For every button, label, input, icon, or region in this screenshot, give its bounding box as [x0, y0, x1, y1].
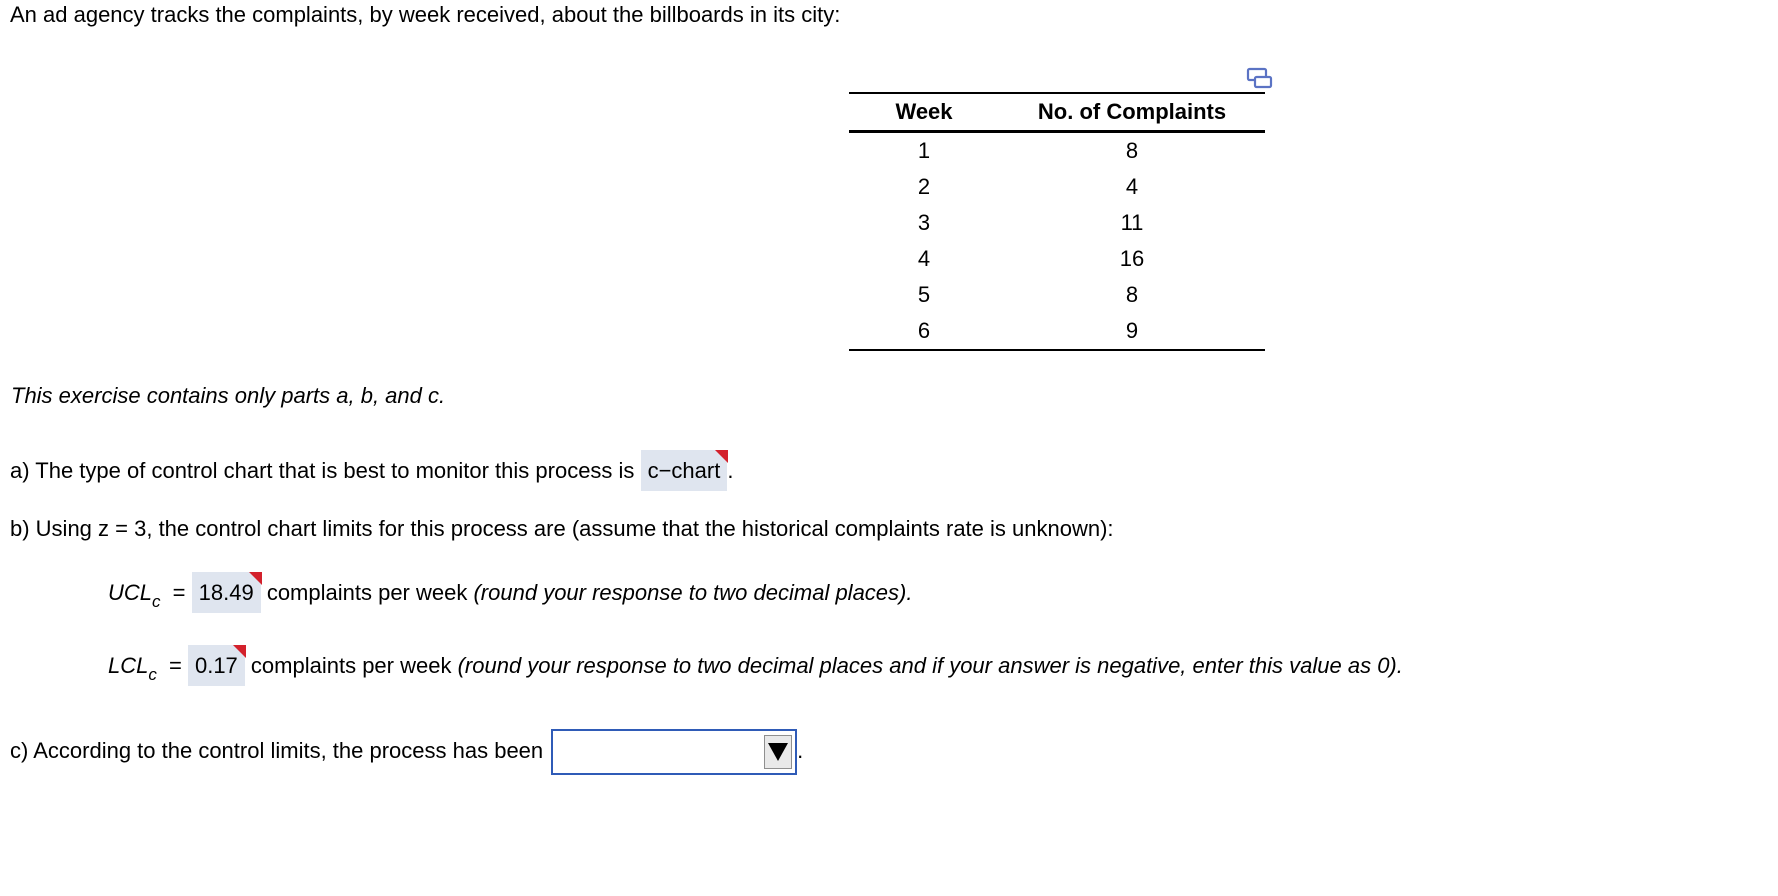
column-header-complaints: No. of Complaints [999, 93, 1265, 132]
table-row [849, 132, 1265, 170]
lcl-symbol: LCL [108, 653, 149, 678]
part-a-answer-text: c−chart [647, 458, 721, 483]
ucl-answer-field[interactable] [192, 572, 261, 613]
week-cell: 5 [917, 282, 931, 307]
ucl-equals: = [172, 580, 186, 605]
dropdown-arrow-button[interactable] [764, 735, 792, 769]
ucl-hint: (round your response to two decimal places). [473, 580, 913, 605]
ucl-row [108, 572, 912, 613]
table-row [849, 277, 1265, 313]
ucl-subscript: c [152, 592, 161, 611]
week-cell: 2 [917, 174, 931, 199]
incorrect-flag-icon [233, 645, 246, 658]
week-cell: 4 [917, 246, 931, 271]
week-cell: 6 [849, 313, 999, 350]
incorrect-flag-icon [249, 572, 262, 585]
copy-table-icon[interactable] [1246, 66, 1274, 90]
lcl-answer-text: 0.17 [194, 653, 238, 678]
lcl-unit: complaints per week [250, 653, 452, 678]
lcl-hint: (round your response to two decimal places and if your answer is negative, enter this value as 0). [457, 653, 1403, 678]
part-a-prefix: a) The type of control chart that is best to monitor this process is [10, 458, 635, 483]
intro-text: An ad agency tracks the complaints, by week received, about the billboards in its city: [10, 2, 841, 27]
part-c-prefix: c) According to the control limits, the process has been [10, 737, 544, 763]
ucl-answer-text: 18.49 [198, 580, 254, 605]
part-c-question [10, 729, 803, 775]
complaints-cell: 9 [999, 313, 1265, 350]
incorrect-flag-icon [715, 450, 728, 463]
complaints-table [849, 92, 1265, 351]
table-row [849, 241, 1265, 277]
table-header-row [849, 93, 1265, 132]
part-b-question: b) Using z = 3, the control chart limits for this process are (assume that the historical complaints rate is unknown): [10, 516, 1114, 541]
table-row [849, 169, 1265, 205]
ucl-symbol: UCL [108, 580, 153, 605]
part-c-suffix: . [797, 737, 804, 763]
table-row [849, 205, 1265, 241]
week-cell: 1 [917, 138, 931, 163]
complaints-table-container [849, 92, 1265, 351]
complaints-cell: 16 [1119, 246, 1145, 271]
column-header-week: Week [849, 93, 999, 132]
week-cell: 3 [917, 210, 931, 235]
complaints-cell: 8 [1125, 282, 1139, 307]
part-a-question [10, 450, 733, 491]
exercise-note: This exercise contains only parts a, b, and c. [11, 383, 446, 408]
process-status-dropdown[interactable] [551, 729, 797, 775]
part-a-answer[interactable] [641, 450, 728, 491]
triangle-down-icon [768, 743, 788, 761]
complaints-cell: 4 [1125, 174, 1139, 199]
lcl-row [108, 645, 1403, 686]
ucl-unit: complaints per week [266, 580, 468, 605]
part-a-suffix: . [727, 458, 734, 483]
lcl-answer-field[interactable] [188, 645, 245, 686]
lcl-subscript: c [148, 665, 157, 684]
complaints-cell: 11 [1120, 210, 1144, 235]
lcl-equals: = [168, 653, 182, 678]
table-row [849, 313, 1265, 350]
complaints-cell: 8 [1125, 138, 1139, 163]
